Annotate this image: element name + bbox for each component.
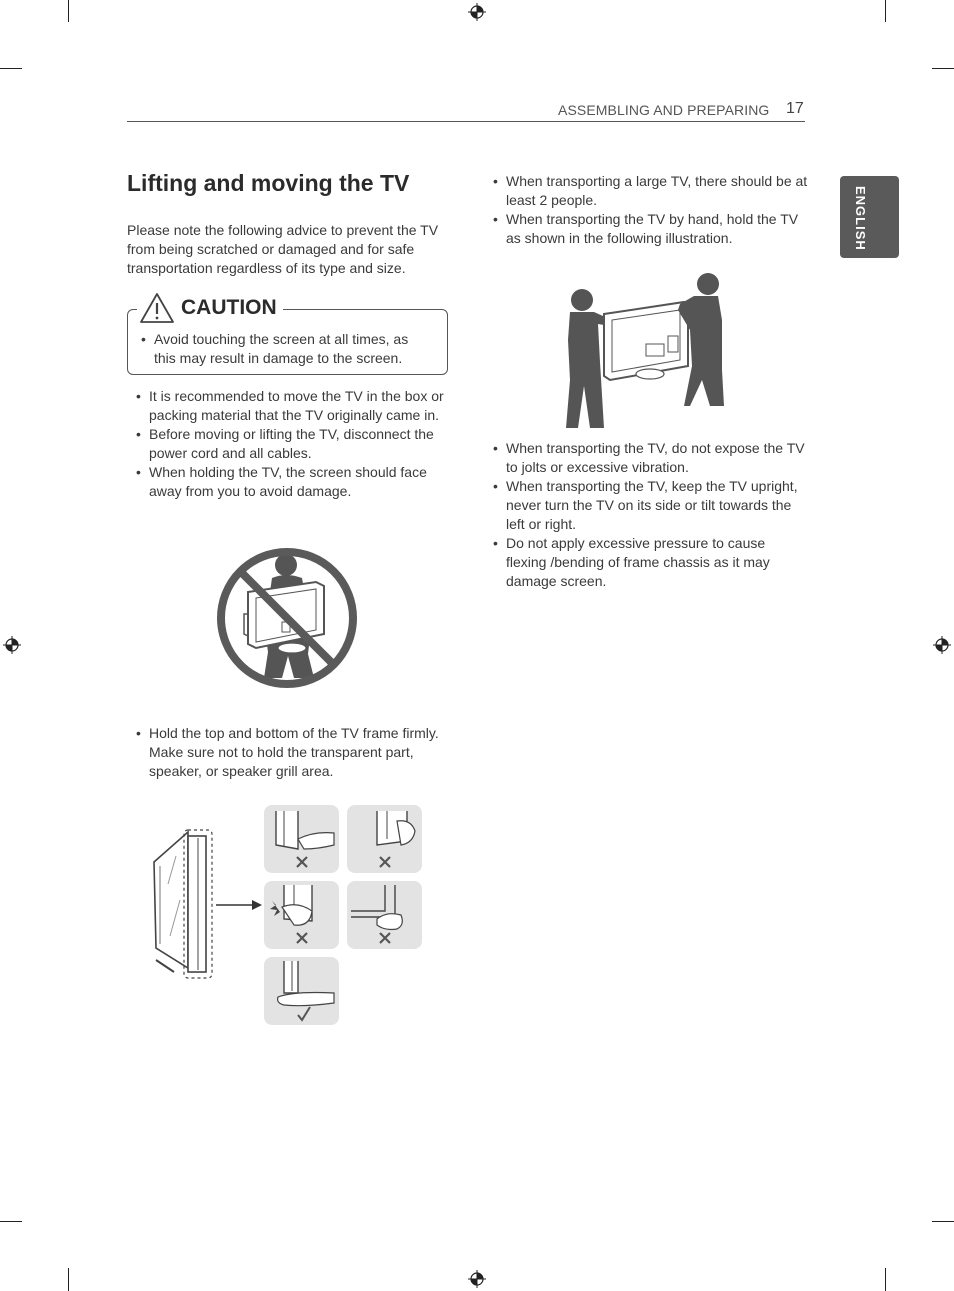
grip-example-wrong — [347, 881, 422, 949]
caution-heading — [137, 291, 283, 325]
list-item: • When transporting a large TV, there should be at least 2 people. — [493, 172, 808, 210]
bullet-list — [127, 387, 445, 501]
running-header: ASSEMBLING AND PREPARING — [558, 102, 770, 118]
crop-mark — [885, 1268, 886, 1291]
page-number: 17 — [786, 100, 804, 117]
two-people-carrying-illustration — [560, 270, 730, 430]
crop-mark — [0, 1221, 22, 1222]
registration-mark-icon — [2, 635, 22, 655]
grip-example-wrong — [347, 805, 422, 873]
bullet-list — [127, 724, 449, 781]
list-item: • When transporting the TV, do not expose the TV to jolts or excessive vibration. — [493, 439, 808, 477]
grip-example-wrong — [264, 881, 339, 949]
list-item: • Avoid touching the screen at all times, as this may result in damage to the screen. — [141, 330, 426, 368]
list-item: • When holding the TV, the screen should face away from you to avoid damage. — [127, 463, 445, 501]
crop-mark — [885, 0, 886, 22]
grip-example-wrong — [264, 805, 339, 873]
prohibited-carry-illustration — [212, 544, 362, 692]
list-item: • When transporting the TV by hand, hold the TV as shown in the following illustration. — [493, 210, 808, 248]
registration-mark-icon — [467, 1269, 487, 1289]
arrow-icon — [214, 898, 264, 912]
language-tab — [840, 176, 899, 258]
list-item: • Hold the top and bottom of the TV frame firmly. Make sure not to hold the transparent part, speaker, or speaker grill area. — [127, 724, 449, 781]
crop-mark — [68, 0, 69, 22]
intro-paragraph: Please note the following advice to prevent the TV from being scratched or damaged and for safe transportation regardless of its type and size. — [127, 222, 439, 276]
crop-mark — [932, 68, 954, 69]
list-item: • When transporting the TV, keep the TV upright, never turn the TV on its side or tilt towards the left or right. — [493, 477, 808, 534]
language-tab-label: ENGLISH — [853, 186, 868, 251]
list-item: • Do not apply excessive pressure to cause flexing /bending of frame chassis as it may damage screen. — [493, 534, 808, 591]
grip-example-correct — [264, 957, 339, 1025]
warning-triangle-icon — [139, 292, 175, 324]
bullet-list — [493, 439, 808, 591]
registration-mark-icon — [467, 2, 487, 22]
crop-mark — [0, 68, 22, 69]
bullet-list — [493, 172, 808, 248]
header-divider — [127, 121, 805, 122]
caution-label: CAUTION — [181, 296, 277, 319]
crop-mark — [68, 1268, 69, 1291]
crop-mark — [932, 1221, 954, 1222]
list-item: • Before moving or lifting the TV, disconnect the power cord and all cables. — [127, 425, 445, 463]
page-title: Lifting and moving the TV — [127, 170, 410, 196]
caution-list — [141, 330, 426, 368]
registration-mark-icon — [932, 635, 952, 655]
list-item: • It is recommended to move the TV in the box or packing material that the TV originally came in. — [127, 387, 445, 425]
